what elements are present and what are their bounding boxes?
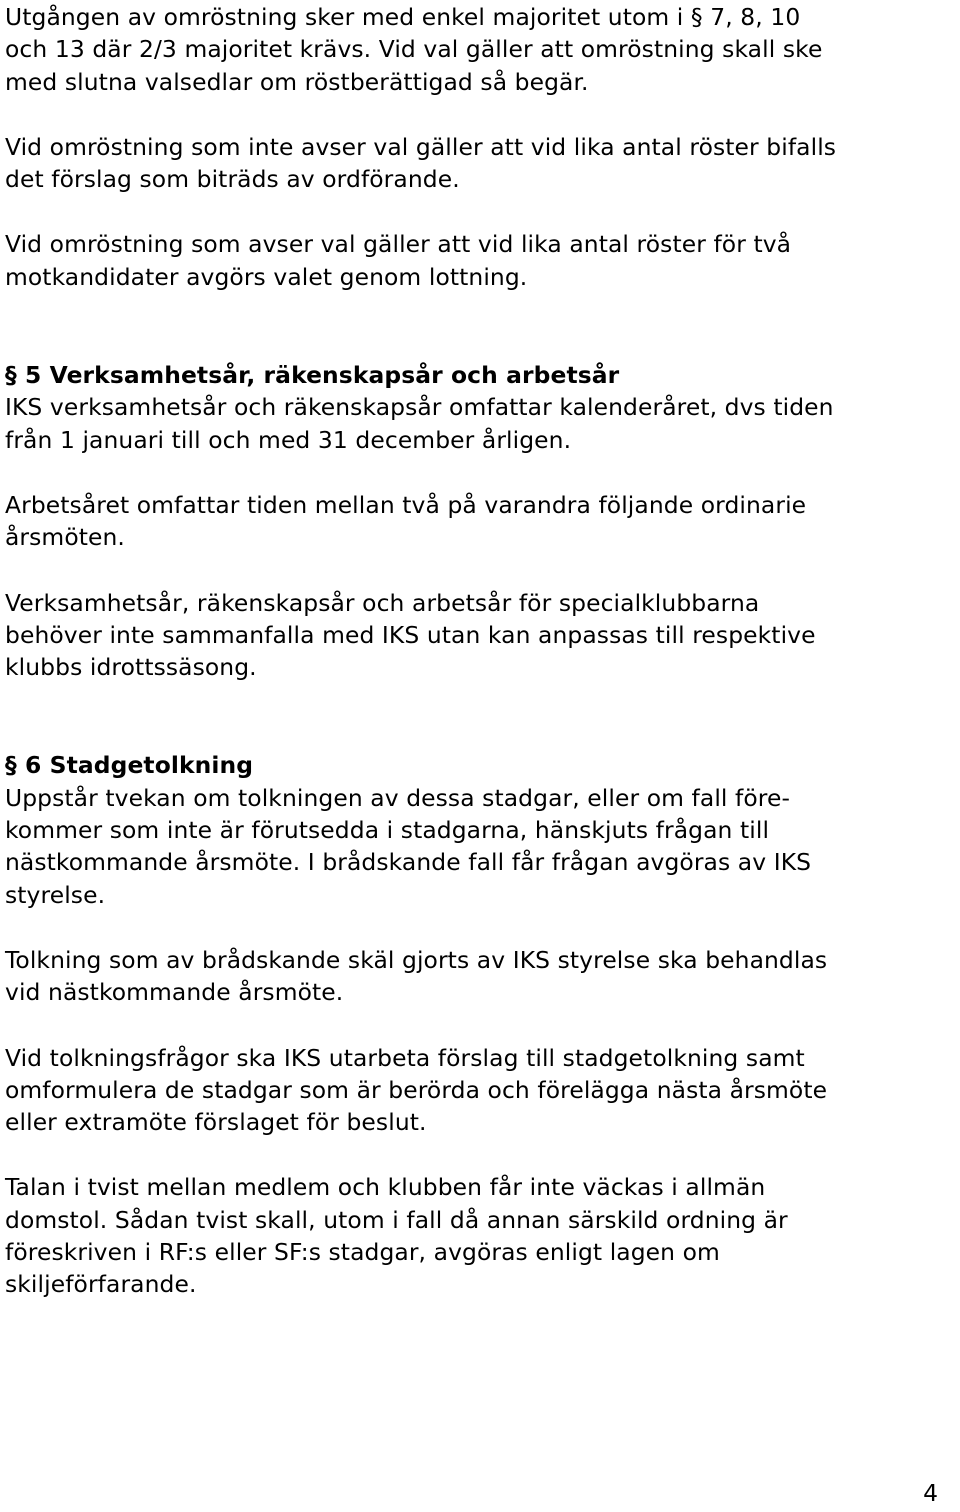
text-line: skiljeförfarande. (5, 1270, 197, 1299)
text-line: Verksamhetsår, räkenskapsår och arbetsår för specialklubbarna (5, 588, 760, 617)
section-6 (5, 749, 950, 910)
text-line: kommer som inte är förutsedda i stadgarna, hänskjuts frågan till (5, 816, 770, 845)
text-line: Tolkning som av brådskande skäl gjorts av IKS styrelse ska behandlas (5, 945, 828, 974)
text-line: behöver inte sammanfalla med IKS utan kan anpassas till respektive (5, 620, 816, 649)
text-line: nästkommande årsmöte. I brådskande fall får frågan avgöras av IKS (5, 848, 812, 877)
text-line: eller extramöte förslaget för beslut. (5, 1108, 427, 1137)
text-line: motkandidater avgörs valet genom lottning. (5, 262, 528, 291)
text-line: styrelse. (5, 880, 106, 909)
text-line: Vid tolkningsfrågor ska IKS utarbeta förslag till stadgetolkning samt (5, 1043, 805, 1072)
text-line: med slutna valsedlar om röstberättigad så begär. (5, 67, 589, 96)
text-line: domstol. Sådan tvist skall, utom i fall då annan särskild ordning är (5, 1205, 788, 1234)
text-line: Vid omröstning som inte avser val gäller att vid lika antal röster bifalls (5, 132, 837, 161)
section-5 (5, 359, 950, 456)
document-page (5, 1, 950, 1301)
paragraph-urgent-interpretation (5, 944, 950, 1009)
text-line: Vid omröstning som avser val gäller att vid lika antal röster för två (5, 230, 792, 259)
text-line: klubbs idrottssäsong. (5, 653, 257, 682)
paragraph-working-year (5, 489, 950, 554)
paragraph-interpretation-questions (5, 1042, 950, 1139)
text-line: Talan i tvist mellan medlem och klubben får inte väckas i allmän (5, 1173, 766, 1202)
paragraph-voting-majority (5, 1, 950, 98)
paragraph-equal-votes-election (5, 228, 950, 293)
text-line: föreskriven i RF:s eller SF:s stadgar, avgöras enligt lagen om (5, 1238, 720, 1267)
text-line: Utgången av omröstning sker med enkel majoritet utom i § 7, 8, 10 (5, 3, 801, 31)
paragraph-equal-votes-nonelection (5, 131, 950, 196)
section-6-heading: § 6 Stadgetolkning (5, 751, 254, 780)
page-number: 4 (923, 1479, 938, 1507)
text-line: omformulera de stadgar som är berörda och förelägga nästa årsmöte (5, 1075, 828, 1104)
text-line: det förslag som biträds av ordförande. (5, 165, 460, 194)
text-line: Arbetsåret omfattar tiden mellan två på varandra följande ordinarie (5, 490, 807, 519)
paragraph-disputes (5, 1171, 950, 1300)
text-line: Uppstår tvekan om tolkningen av dessa stadgar, eller om fall före- (5, 783, 791, 812)
text-line: IKS verksamhetsår och räkenskapsår omfattar kalenderåret, dvs tiden (5, 393, 834, 422)
section-5-heading: § 5 Verksamhetsår, räkenskapsår och arbetsår (5, 361, 620, 390)
text-line: från 1 januari till och med 31 december årligen. (5, 425, 572, 454)
text-line: och 13 där 2/3 majoritet krävs. Vid val gäller att omröstning skall ske (5, 35, 823, 64)
paragraph-special-clubs (5, 587, 950, 684)
text-line: vid nästkommande årsmöte. (5, 978, 344, 1007)
text-line: årsmöten. (5, 523, 125, 552)
